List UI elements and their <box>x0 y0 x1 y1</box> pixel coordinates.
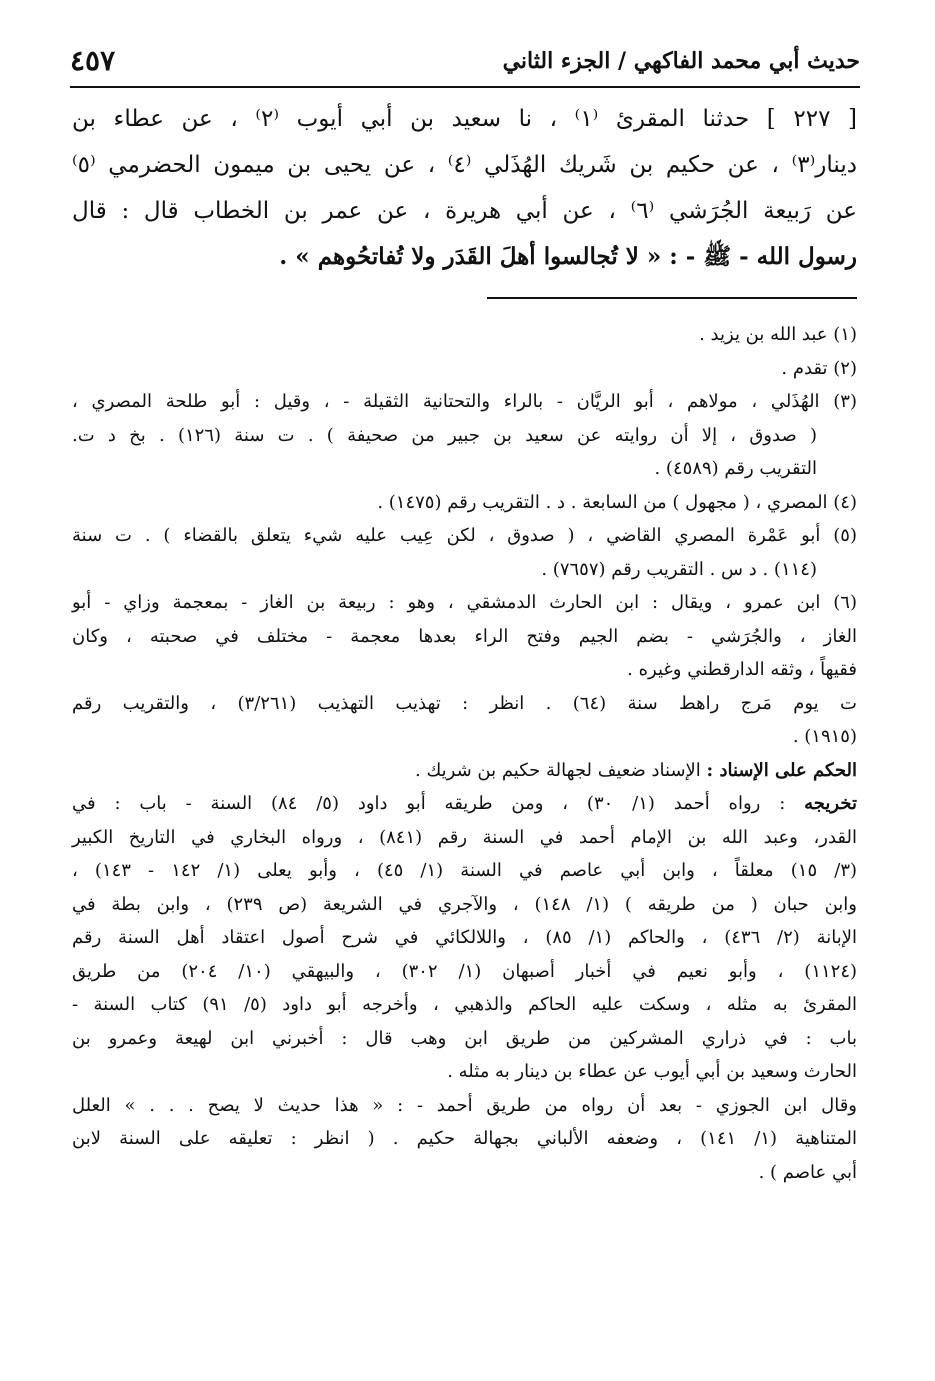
footnote-line: ( صدوق ، إلا أن روايته عن سعيد بن جبير من صحيفة ) . ت سنة (١٢٦) . بخ د ت. <box>72 424 817 446</box>
footnote-line: الغاز ، والجُرَشي - بضم الجيم وفتح الراء بعدها معجمة - مختلف في صحبته ، وكان <box>72 625 857 647</box>
footnote-line: (١) عبد الله بن يزيد . <box>699 324 857 345</box>
takhrij-label: تخريجه <box>804 793 857 814</box>
takhrij-line: أبي عاصم ) . <box>758 1161 857 1183</box>
verdict-label: الحكم على الإسناد : <box>706 759 857 781</box>
takhrij-text: : رواه أحمد (١/ ٣٠) ، ومن طريقه أبو داود (٥/ ٨٤) السنة - باب : في <box>72 793 786 814</box>
footnote-line: (٣) الهُذَلي ، مولاهم ، أبو الريَّان - بالراء والتحتانية الثقيلة - ، وقيل : أبو طلحة المصري ، <box>72 391 857 412</box>
footnote-line: (٢) تقدم . <box>781 357 857 379</box>
footnote-list <box>72 318 857 754</box>
takhrij-line: الإبانة (٢/ ٤٣٦) ، والحاكم (١/ ٨٥) ، واللالكائي في شرح أصول اعتقاد أهل السنة رقم <box>72 927 857 948</box>
running-title: حديث أبي محمد الفاكهي / الجزء الثاني <box>502 48 860 74</box>
takhrij-line: باب : في ذراري المشركين من طريق ابن وهب قال : أخبرني ابن لهيعة وعمرو بن <box>72 1027 857 1049</box>
takhrij-line: المتناهية (١/ ١٤١) ، وضعفه الألباني بجهالة حكيم . ( انظر : تعليقه على السنة لابن <box>72 1128 857 1149</box>
hadith-text <box>72 96 857 280</box>
footnote-line: التقريب رقم (٤٥٨٩) . <box>654 458 817 479</box>
takhrij-line: وابن حبان ( من طريقه ) (١/ ١٤٨) ، والآجري في الشريعة (ص ٢٣٩) ، وابن بطة في <box>72 893 857 915</box>
footnote-line: (٤) المصري ، ( مجهول ) من السابعة . د . التقريب رقم (١٤٧٥) . <box>377 491 857 513</box>
takhrij-line: وقال ابن الجوزي - بعد أن رواه من طريق أحمد - : « هذا حديث لا يصح . . . » العلل <box>72 1094 857 1116</box>
takhrij-line: القدر، وعبد الله بن الإمام أحمد في السنة رقم (٨٤١) ، ورواه البخاري في التاريخ الكبير <box>72 826 857 848</box>
hadith-line: [ ٢٢٧ ] حدثنا المقرئ ⁽١⁾ ، نا سعيد بن أبي أيوب ⁽٢⁾ ، عن عطاء بن <box>72 106 857 132</box>
footnote-line: (٥) أبو عَمْرة المصري القاضي ، ( صدوق ، لكن عِيب عليه شيء يتعلق بالقضاء ) . ت سنة <box>72 525 857 546</box>
takhrij-first-line <box>72 787 857 821</box>
takhrij-line: (١١٢٤) ، وأبو نعيم في أخبار أصبهان (١/ ٣٠٢) ، والبيهقي (١٠/ ٢٠٤) من طريق <box>72 960 858 982</box>
footnote-separator <box>487 297 857 299</box>
takhrij-body <box>72 821 857 1190</box>
takhrij-line: الحارث وسعيد بن أبي أيوب عن عطاء بن دينار به مثله . <box>447 1061 857 1082</box>
takhrij-line: (٣/ ١٥) معلقاً ، وابن أبي عاصم في السنة (١/ ٤٥) ، وأبو يعلى (١/ ١٤٢ - ١٤٣) ، <box>72 860 858 881</box>
hadith-line: رسول الله - ﷺ - : « لا تُجالسوا أهلَ القَدَر ولا تُفاتحُوهم » . <box>279 243 857 270</box>
footnote-line: (١٩١٥) . <box>792 726 857 747</box>
footnote-line: ت يوم مَرج راهط سنة (٦٤) . انظر : تهذيب التهذيب (٣/٢٦١) ، والتقريب رقم <box>72 692 857 714</box>
verdict-line <box>72 754 857 788</box>
hadith-line: دينار⁽٣⁾ ، عن حكيم بن شَريك الهُذَلي ⁽٤⁾ ، عن يحيى بن ميمون الحضرمي ⁽٥⁾ <box>72 152 857 178</box>
hadith-line: عن رَبيعة الجُرَشي ⁽٦⁾ ، عن أبي هريرة ، عن عمر بن الخطاب قال : قال <box>72 198 857 224</box>
page-number: ٤٥٧ <box>70 44 116 77</box>
footnotes <box>72 318 857 1189</box>
verdict-text: الإسناد ضعيف لجهالة حكيم بن شريك . <box>415 759 701 781</box>
running-header <box>70 40 860 88</box>
footnote-line: فقيهاً ، وثقه الدارقطني وغيره . <box>627 659 857 680</box>
takhrij-line: المقرئ به مثله ، وسكت عليه الحاكم والذهبي ، وأخرجه أبو داود (٥/ ٩١) كتاب السنة - <box>72 994 857 1015</box>
footnote-line: (١١٤) . د س . التقريب رقم (٧٦٥٧) . <box>541 558 817 580</box>
footnote-line: (٦) ابن عمرو ، ويقال : ابن الحارث الدمشقي ، وهو : ربيعة بن الغاز - بمعجمة وزاي - أبو <box>72 592 857 613</box>
